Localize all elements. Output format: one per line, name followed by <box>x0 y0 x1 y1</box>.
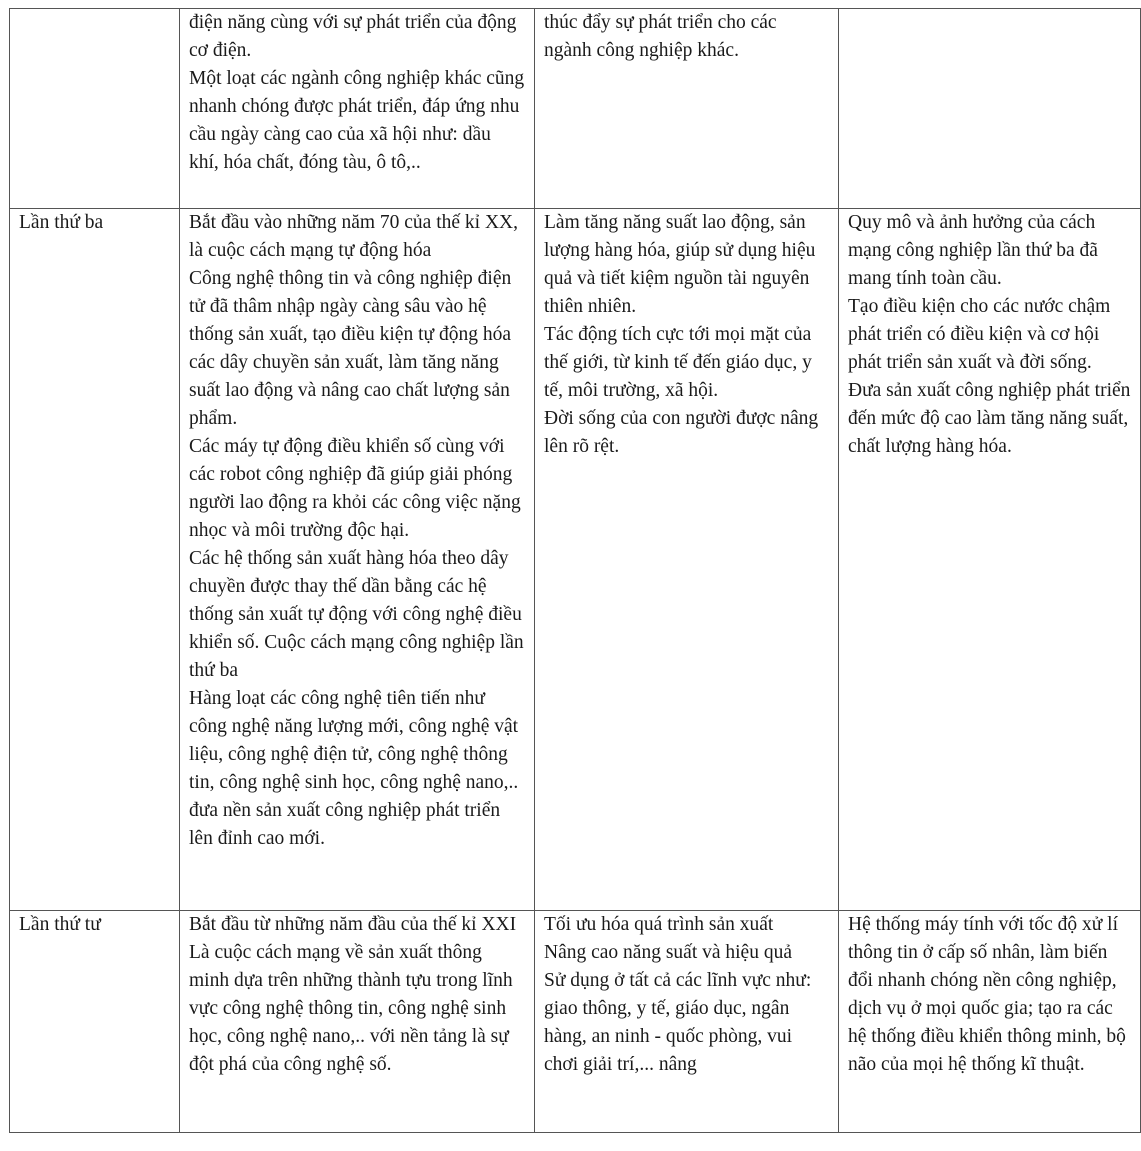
paragraph: Bắt đầu vào những năm 70 của thế kỉ XX, là cuộc cách mạng tự động hóa <box>189 212 518 261</box>
cell-content <box>180 209 535 911</box>
cell-content <box>839 9 1141 209</box>
cell-content <box>180 911 535 1133</box>
cell-content <box>839 209 1141 911</box>
table-row <box>10 911 1141 1133</box>
paragraph: Các hệ thống sản xuất hàng hóa theo dây chuyền được thay thế dần bằng các hệ thống sản xuất tự động với công nghệ điều khiển số. Cuộc cách mạng công nghiệp lần thứ ba <box>189 548 524 681</box>
cell-content <box>180 9 535 209</box>
paragraph: Làm tăng năng suất lao động, sản lượng hàng hóa, giúp sử dụng hiệu quả và tiết kiệm nguồn tài nguyên thiên nhiên. <box>544 212 816 317</box>
cell-content <box>535 209 839 911</box>
paragraph: Đưa sản xuất công nghiệp phát triển đến mức độ cao làm tăng năng suất, chất lượng hàng hóa. <box>848 380 1131 457</box>
paragraph: Hệ thống máy tính với tốc độ xử lí thông tin ở cấp số nhân, làm biến đổi nhanh chóng nền công nghiệp, dịch vụ ở mọi quốc gia; tạo ra các hệ thống điều khiển thông minh, bộ não của mọi hệ thống kĩ thuật. <box>848 914 1126 1075</box>
paragraph: Hàng loạt các công nghệ tiên tiến như công nghệ năng lượng mới, công nghệ vật liệu, công nghệ điện tử, công nghệ thông tin, công nghệ sinh học, công nghệ nano,.. đưa nền sản xuất công nghiệp phát triển lên đỉnh cao mới. <box>189 688 519 849</box>
row-label: Lần thứ ba <box>10 209 180 911</box>
row-label: Lần thứ tư <box>10 911 180 1133</box>
row-label <box>10 9 180 209</box>
paragraph: Một loạt các ngành công nghiệp khác cũng nhanh chóng được phát triển, đáp ứng nhu cầu ngày càng cao của xã hội như: dầu khí, hóa chất, đóng tàu, ô tô,.. <box>189 68 525 173</box>
paragraph: Tối ưu hóa quá trình sản xuất <box>544 914 774 935</box>
paragraph: Tác động tích cực tới mọi mặt của thế giới, từ kinh tế đến giáo dục, y tế, môi trường, xã hội. <box>544 324 812 401</box>
paragraph: Các máy tự động điều khiển số cùng với các robot công nghiệp đã giúp giải phóng người lao động ra khỏi các công việc nặng nhọc và môi trường độc hại. <box>189 436 521 541</box>
cell-content <box>535 9 839 209</box>
table-row <box>10 9 1141 209</box>
paragraph: thúc đẩy sự phát triển cho các ngành công nghiệp khác. <box>544 12 777 61</box>
paragraph: điện năng cùng với sự phát triển của động cơ điện. <box>189 12 517 61</box>
paragraph: Tạo điều kiện cho các nước chậm phát triển có điều kiện và cơ hội phát triển sản xuất và đời sống. <box>848 296 1111 373</box>
cell-content <box>839 911 1141 1133</box>
revolution-table <box>9 8 1141 1133</box>
cell-content <box>535 911 839 1133</box>
paragraph: Công nghệ thông tin và công nghiệp điện tử đã thâm nhập ngày càng sâu vào hệ thống sản xuất, tạo điều kiện tự động hóa các dây chuyền sản xuất, làm tăng năng suất lao động và nâng cao chất lượng sản phẩm. <box>189 268 512 429</box>
paragraph: Bắt đầu từ những năm đầu của thế kỉ XXI <box>189 914 517 935</box>
paragraph: Là cuộc cách mạng về sản xuất thông minh dựa trên những thành tựu trong lĩnh vực công nghệ thông tin, công nghệ sinh học, công nghệ nano,.. với nền tảng là sự đột phá của công nghệ số. <box>189 942 513 1075</box>
paragraph: Nâng cao năng suất và hiệu quả <box>544 942 792 963</box>
table-row <box>10 209 1141 911</box>
paragraph: Đời sống của con người được nâng lên rõ rệt. <box>544 408 819 457</box>
paragraph: Quy mô và ảnh hưởng của cách mạng công nghiệp lần thứ ba đã mang tính toàn cầu. <box>848 212 1098 289</box>
paragraph: Sử dụng ở tất cả các lĩnh vực như: giao thông, y tế, giáo dục, ngân hàng, an ninh - quốc phòng, vui chơi giải trí,... nâng <box>544 970 812 1075</box>
